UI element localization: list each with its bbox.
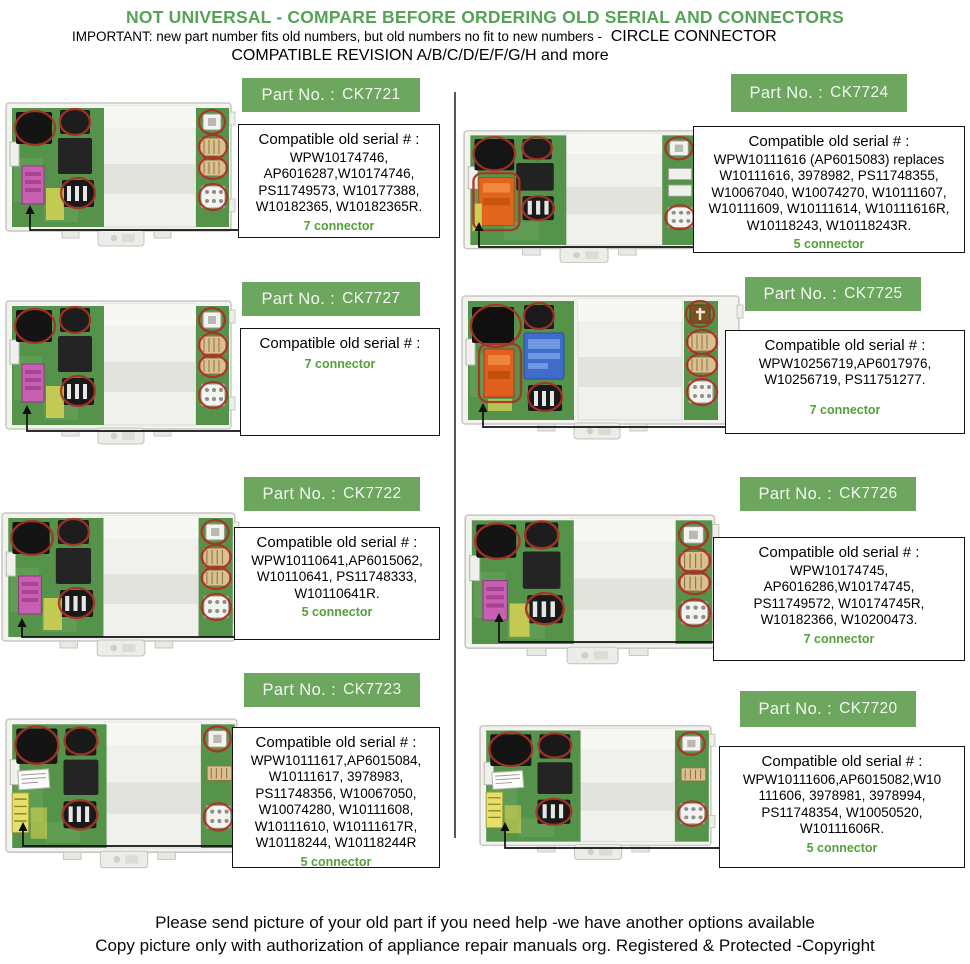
serial-line: WPW10174746, bbox=[289, 149, 389, 165]
part-no-prefix: Part No. : bbox=[261, 85, 336, 104]
circuit-board-photo-ck7722 bbox=[0, 510, 240, 662]
compat-box-ck7723 bbox=[232, 727, 440, 868]
serial-line: W10256719, PS11751277. bbox=[764, 372, 926, 388]
serial-line: W10067040, W10074270, W10111607, bbox=[711, 184, 947, 200]
part-no-prefix: Part No. : bbox=[763, 284, 838, 303]
part-number: CK7721 bbox=[342, 86, 401, 103]
serial-line: W10110641R. bbox=[294, 585, 380, 601]
footer-copyright-note: Copy picture only with authorization of appliance repair manuals org. Registered & Protected -Copyright bbox=[95, 936, 875, 955]
serial-line: W10074280, W10111608, bbox=[258, 802, 414, 818]
part-no-prefix: Part No. : bbox=[758, 699, 833, 718]
part-number: CK7722 bbox=[343, 485, 402, 502]
serial-line: WPW10174745, bbox=[789, 562, 889, 578]
compat-heading: Compatible old serial # : bbox=[761, 753, 923, 770]
serial-line: W10182365, W10182365R. bbox=[255, 199, 423, 215]
compat-heading: Compatible old serial # : bbox=[258, 131, 420, 148]
revision-note: COMPATIBLE REVISION A/B/C/D/E/F/G/H and more bbox=[231, 47, 609, 64]
serial-line: W10111616, 3978982, PS11748355, bbox=[719, 168, 939, 184]
part-number: CK7723 bbox=[343, 681, 402, 698]
circuit-board-photo-ck7720 bbox=[478, 723, 716, 865]
circuit-board-photo-ck7725 bbox=[460, 293, 744, 445]
compat-heading: Compatible old serial # : bbox=[259, 335, 421, 352]
circuit-board-photo-ck7721 bbox=[4, 100, 236, 252]
compat-box-ck7722 bbox=[234, 527, 440, 640]
compat-box-ck7720 bbox=[719, 746, 965, 868]
compat-heading: Compatible old serial # : bbox=[256, 534, 418, 551]
part-no-prefix: Part No. : bbox=[262, 680, 337, 699]
serial-line: W10111610, W10111617R, bbox=[254, 818, 418, 834]
footer-help-note: Please send picture of your old part if you need help -we have another options available bbox=[155, 913, 815, 932]
part-label-ck7726 bbox=[740, 477, 916, 511]
compat-box-ck7724 bbox=[693, 126, 965, 253]
compat-box-ck7727 bbox=[240, 328, 440, 436]
serial-line: AP6016287,W10174746, bbox=[263, 166, 415, 182]
part-no-prefix: Part No. : bbox=[261, 289, 336, 308]
connector-count-label: 7 connector bbox=[303, 218, 375, 233]
serial-line: W10111617, 3978983, bbox=[268, 769, 404, 785]
important-note-text: IMPORTANT: new part number fits old numbers, but old numbers no fit to new numbers - bbox=[72, 29, 606, 44]
serial-line: AP6016286,W10174745, bbox=[763, 579, 915, 595]
part-label-ck7721 bbox=[242, 78, 420, 112]
part-no-prefix: Part No. : bbox=[758, 484, 833, 503]
compat-box-ck7725 bbox=[725, 330, 965, 434]
compat-box-ck7721 bbox=[238, 124, 440, 238]
compat-heading: Compatible old serial # : bbox=[764, 337, 926, 354]
serial-line: W10182366, W10200473. bbox=[760, 612, 918, 628]
connector-count-label: 5 connector bbox=[806, 840, 878, 855]
connector-count-label: 5 connector bbox=[301, 605, 373, 620]
serial-line: W10110641, PS11748333, bbox=[256, 569, 418, 585]
connector-count-label: 7 connector bbox=[803, 631, 875, 646]
serial-line: WPW10256719,AP6017976, bbox=[758, 355, 932, 371]
compat-heading: Compatible old serial # : bbox=[255, 734, 417, 751]
serial-line: W10118243, W10118243R. bbox=[746, 217, 912, 233]
circle-connector-note: CIRCLE CONNECTOR bbox=[610, 28, 777, 45]
connector-count-label: 7 connector bbox=[304, 356, 376, 371]
part-number: CK7720 bbox=[839, 700, 898, 717]
part-label-ck7727 bbox=[242, 282, 420, 316]
part-no-prefix: Part No. : bbox=[749, 83, 824, 102]
serial-line: PS11749573, W10177388, bbox=[258, 182, 420, 198]
serial-line: PS11748354, W10050520, bbox=[761, 804, 923, 820]
part-no-prefix: Part No. : bbox=[262, 484, 337, 503]
circuit-board-photo-ck7727 bbox=[4, 298, 236, 450]
part-label-ck7723 bbox=[244, 673, 420, 707]
connector-count-label: 7 connector bbox=[809, 402, 881, 417]
serial-line: WPW10111606,AP6015082,W10 bbox=[742, 771, 942, 787]
circuit-board-photo-ck7726 bbox=[463, 512, 720, 670]
serial-line: WPW10111617,AP6015084, bbox=[250, 752, 422, 768]
compat-heading: Compatible old serial # : bbox=[748, 133, 910, 150]
part-number: CK7726 bbox=[839, 485, 898, 502]
serial-line: PS11749572, W10174745R, bbox=[753, 595, 925, 611]
important-note bbox=[72, 28, 777, 46]
compat-heading: Compatible old serial # : bbox=[758, 544, 920, 561]
circuit-board-photo-ck7723 bbox=[4, 716, 242, 874]
connector-count-label: 5 connector bbox=[793, 237, 865, 252]
serial-line: WPW10110641,AP6015062, bbox=[251, 552, 423, 568]
serial-line: W10111609, W10111614, W10111616R, bbox=[708, 201, 950, 217]
serial-line: 111606, 3978981, 3978994, bbox=[758, 788, 926, 804]
compat-box-ck7726 bbox=[713, 537, 965, 661]
connector-count-label: 5 connector bbox=[300, 854, 372, 869]
circuit-board-photo-ck7724 bbox=[462, 128, 704, 268]
part-number: CK7724 bbox=[830, 84, 889, 101]
serial-line: PS11748356, W10067050, bbox=[255, 785, 417, 801]
serial-line: WPW10111616 (AP6015083) replaces bbox=[713, 151, 945, 167]
part-number: CK7727 bbox=[342, 290, 401, 307]
part-label-ck7724 bbox=[731, 74, 907, 112]
part-label-ck7720 bbox=[740, 691, 916, 727]
page-title: NOT UNIVERSAL - COMPARE BEFORE ORDERING OLD SERIAL AND CONNECTORS bbox=[126, 7, 844, 27]
serial-line: W10118244, W10118244R bbox=[255, 835, 417, 851]
part-number: CK7725 bbox=[844, 285, 903, 302]
part-label-ck7725 bbox=[745, 277, 921, 311]
part-label-ck7722 bbox=[244, 477, 420, 511]
serial-line: W10111606R. bbox=[799, 821, 885, 837]
